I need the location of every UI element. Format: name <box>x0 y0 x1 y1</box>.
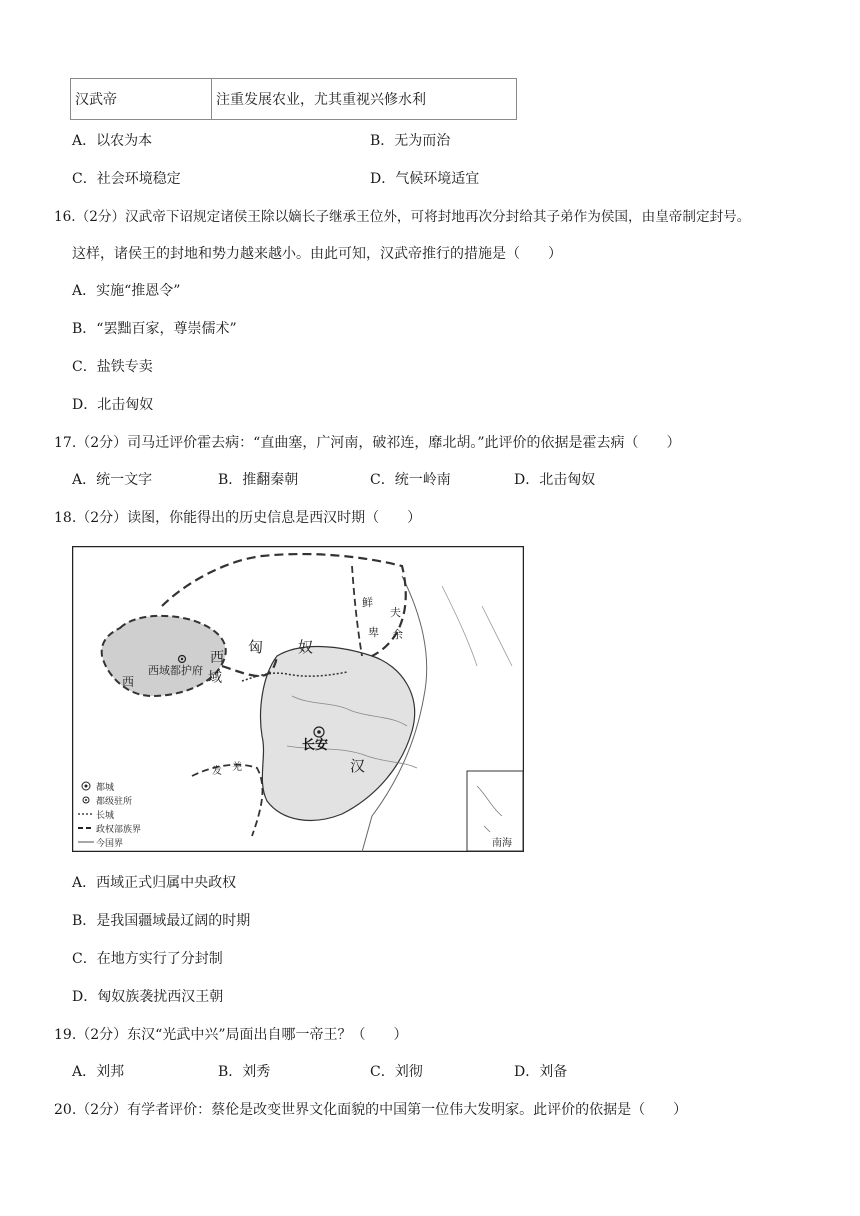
q18-option-a[interactable]: A．西域正式归属中央政权 <box>72 875 237 891</box>
q19-option-b[interactable]: B．刘秀 <box>218 1064 271 1080</box>
legend-modern: 今国界 <box>96 839 124 849</box>
map-label-fa: 发 <box>212 766 222 777</box>
map-label-xiongnu-2: 奴 <box>298 638 314 656</box>
map-label-fu: 夫 <box>390 606 401 619</box>
policy-table <box>70 78 517 120</box>
q17-option-d[interactable]: D．北击匈奴 <box>514 472 596 488</box>
q16-option-a[interactable]: A．实施“推恩令” <box>72 283 181 299</box>
table-cell-policy: 注重发展农业，尤其重视兴修水利 <box>212 79 517 120</box>
q18-option-b[interactable]: B．是我国疆域最辽阔的时期 <box>72 913 251 929</box>
q17-option-b[interactable]: B．推翻秦朝 <box>218 472 299 488</box>
map-label-yu: 域 <box>208 670 222 686</box>
q15-option-b[interactable]: B．无为而治 <box>370 133 451 149</box>
map-label-xi: 西 <box>210 650 224 666</box>
map-label-nanhai: 南海 <box>492 838 512 849</box>
q17-option-c[interactable]: C．统一岭南 <box>370 472 451 488</box>
map-label-xiongnu-1: 匈 <box>248 638 264 656</box>
map-label-han: 汉 <box>350 757 366 775</box>
q18-option-d[interactable]: D．匈奴族袭扰西汉王朝 <box>72 989 224 1005</box>
legend-capital: 都城 <box>96 783 115 793</box>
q16-option-c[interactable]: C．盐铁专卖 <box>72 359 153 375</box>
legend-border: 政权部族界 <box>96 825 142 835</box>
q15-option-c[interactable]: C．社会环境稳定 <box>72 171 181 187</box>
q16-stem-line1: 16.（2分）汉武帝下诏规定诸侯王除以嫡长子继承王位外，可将封地再次分封给其子弟作为侯国，由皇帝制定封号。 <box>54 209 751 225</box>
map-label-xian: 鲜 <box>362 596 373 609</box>
map-label-qiang: 羌 <box>232 762 242 773</box>
q19-stem: 19.（2分）东汉“光武中兴”局面出自哪一帝王？（ ） <box>54 1027 408 1043</box>
table-cell-ruler: 汉武帝 <box>71 79 212 120</box>
map-label-xi2: 西 <box>122 675 135 689</box>
map-label-changan: 长安 <box>302 738 329 753</box>
q19-option-d[interactable]: D．刘备 <box>514 1064 568 1080</box>
q16-option-b[interactable]: B．“罢黜百家，尊崇儒术” <box>72 321 237 337</box>
q19-option-a[interactable]: A．刘邦 <box>72 1064 125 1080</box>
q17-stem: 17.（2分）司马迁评价霍去病：“直曲塞，广河南，破祁连，靡北胡。”此评价的依据是霍去病（ ） <box>54 435 681 451</box>
q15-option-d[interactable]: D．气候环境适宜 <box>370 171 480 187</box>
q16-stem-line2: 这样，诸侯王的封地和势力越来越小。由此可知，汉武帝推行的措施是（ ） <box>72 246 562 262</box>
q16-option-d[interactable]: D．北击匈奴 <box>72 397 154 413</box>
legend-wall: 长城 <box>96 811 115 821</box>
q19-option-c[interactable]: C．刘彻 <box>370 1064 423 1080</box>
legend-garrison: 都级驻所 <box>96 797 133 807</box>
q18-stem: 18.（2分）读图，你能得出的历史信息是西汉时期（ ） <box>54 510 422 526</box>
map-label-yu2: 余 <box>392 628 403 641</box>
q15-option-a[interactable]: A．以农为本 <box>72 133 153 149</box>
western-han-map <box>72 546 524 852</box>
map-label-bei: 卑 <box>368 626 379 639</box>
map-label-protectorate: 西域都护府 <box>148 664 203 677</box>
table-row <box>71 79 517 120</box>
q18-option-c[interactable]: C．在地方实行了分封制 <box>72 951 223 967</box>
q20-stem: 20.（2分）有学者评价：蔡伦是改变世界文化面貌的中国第一位伟大发明家。此评价的依据是（ ） <box>54 1102 688 1118</box>
q17-option-a[interactable]: A．统一文字 <box>72 472 153 488</box>
